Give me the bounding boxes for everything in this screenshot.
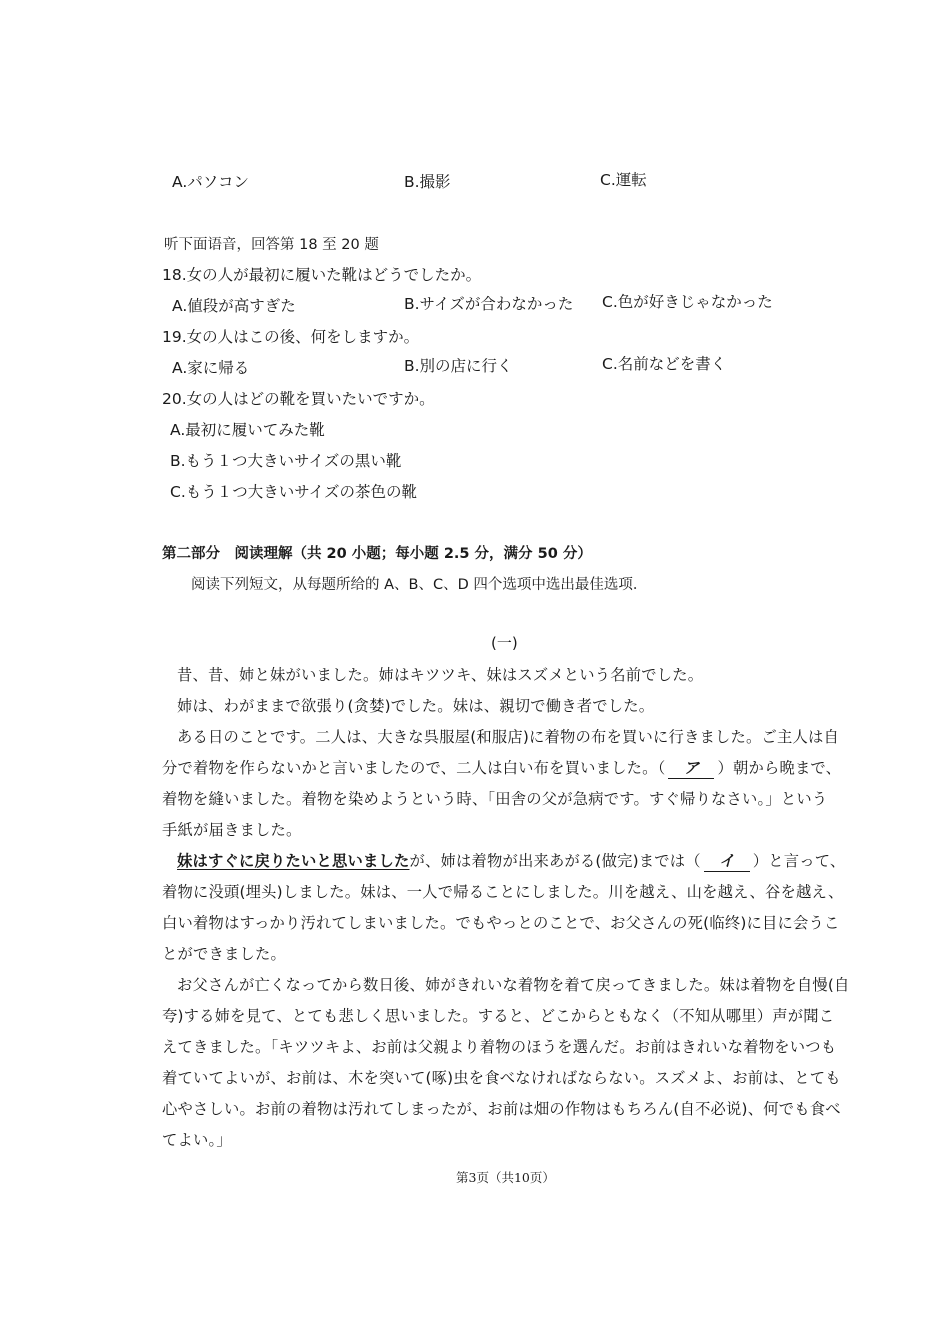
q19-question: 19.女の人はこの後、何をしますか。	[162, 328, 420, 346]
passage-line: 昔、昔、姉と妹がいました。姉はキツツキ、妹はスズメという名前でした。	[177, 666, 704, 684]
q17-option-b: B.撮影	[404, 173, 451, 191]
section-title: 第二部分 阅读理解（共 20 小题；每小题 2.5 分，满分 50 分）	[162, 546, 592, 562]
q17-option-c: C.運転	[600, 171, 647, 189]
q20-option-c: C.もう１つ大きいサイズの茶色の靴	[170, 483, 418, 501]
q18-option-c: C.色が好きじゃなかった	[602, 293, 773, 311]
q17-option-a: A.パソコン	[172, 173, 249, 191]
q19-option-a: A.家に帰る	[172, 359, 250, 377]
underlined-sentence: 妹はすぐに戻りたいと思いました	[177, 852, 410, 870]
passage-line: ある日のことです。二人は、大きな呉服屋(和服店)に着物の布を買いに行きました。ご主人は自	[177, 728, 839, 746]
blank-a: ア	[668, 756, 714, 779]
q19-option-b: B.別の店に行く	[404, 357, 513, 375]
passage-line: 着物に没頭(埋头)しました。妹は、一人で帰ることにしました。川を越え、山を越え、谷を越え、	[162, 883, 844, 901]
passage-line: お父さんが亡くなってから数日後、姉がきれいな着物を着て戻ってきました。妹は着物を自慢(自	[177, 976, 850, 994]
passage-line	[162, 756, 841, 779]
q18-option-b: B.サイズが合わなかった	[404, 295, 574, 313]
q20-question: 20.女の人はどの靴を買いたいですか。	[162, 390, 435, 408]
passage-line	[177, 849, 845, 872]
passage-number: (一)	[491, 634, 518, 652]
listen-instruction: 听下面语音，回答第 18 至 20 题	[164, 237, 379, 253]
page-footer: 第3页（共10页）	[456, 1170, 555, 1185]
passage-line: とができました。	[162, 945, 286, 963]
passage-line: てよい。」	[162, 1131, 232, 1149]
passage-line: 夸)する姉を見て、とても悲しく思いました。すると、どこからともなく（不知从哪里）声が聞こ	[162, 1007, 835, 1025]
passage-line: 心やさしい。お前の着物は汚れてしまったが、お前は畑の作物はもちろん(自不必说)、何でも食べ	[162, 1100, 841, 1118]
q18-question: 18.女の人が最初に履いた靴はどうでしたか。	[162, 266, 482, 284]
q20-option-b: B.もう１つ大きいサイズの黒い靴	[170, 452, 402, 470]
passage-line: 着物を縫いました。着物を染めようという時、「田舎の父が急病です。すぐ帰りなさい。」という	[162, 790, 828, 808]
passage-line: 白い着物はすっかり汚れてしまいました。でもやっとのことで、お父さんの死(临终)に目に会うこ	[162, 914, 840, 932]
passage-text: 分で着物を作らないかと言いましたので、二人は白い布を買いました。（	[162, 759, 666, 777]
passage-text: ）朝から晩まで、	[717, 759, 842, 777]
q18-option-a: A.値段が高すぎた	[172, 297, 296, 315]
q19-option-c: C.名前などを書く	[602, 355, 727, 373]
passage-line: 着ていてよいが、お前は、木を突いて(啄)虫を食べなければならない。スズメよ、お前は、とても	[162, 1069, 841, 1087]
q20-option-a: A.最初に履いてみた靴	[170, 421, 325, 439]
blank-i: イ	[704, 849, 750, 872]
passage-line: えてきました。「キツツキよ、お前は父親より着物のほうを選んだ。お前はきれいな着物をいつも	[162, 1038, 837, 1056]
passage-text: が、姉は着物が出来あがる(做完)までは（	[409, 852, 701, 870]
passage-line: 姉は、わがままで欲張り(贪婪)でした。妹は、親切で働き者でした。	[177, 697, 655, 715]
passage-line: 手紙が届きました。	[162, 821, 302, 839]
passage-text: ）と言って、	[752, 852, 846, 870]
section-instruction: 阅读下列短文，从每题所给的 A、B、C、D 四个选项中选出最佳选项．	[191, 577, 648, 593]
